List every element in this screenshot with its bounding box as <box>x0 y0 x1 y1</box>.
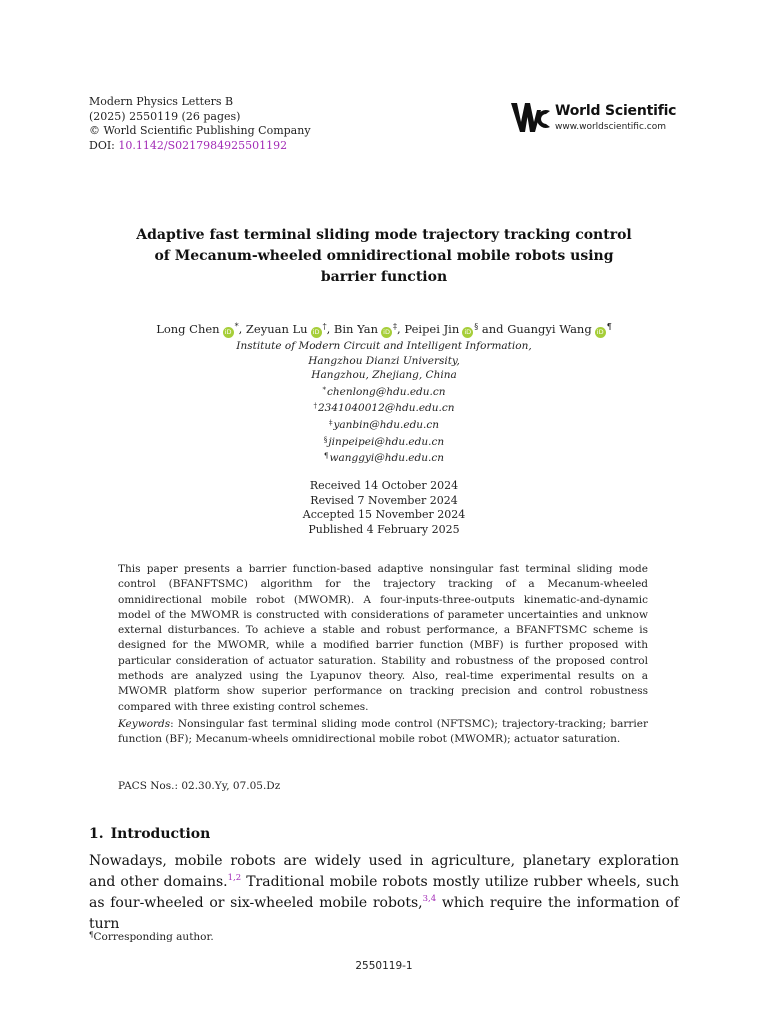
footnote <box>89 928 214 944</box>
revised-date: Revised 7 November 2024 <box>310 493 458 507</box>
citation-link[interactable]: 1,2 <box>227 873 242 883</box>
author-name: Guangyi Wang <box>507 322 592 336</box>
email-address[interactable]: 2341040012@hdu.edu.cn <box>317 402 455 415</box>
title-line: Adaptive fast terminal sliding mode trajectory tracking control <box>136 227 632 243</box>
citation-link[interactable]: 3,4 <box>422 894 437 904</box>
keywords-text: : Nonsingular fast terminal sliding mode control (NFTSMC); trajectory-tracking; barrier function (BF); Mecanum-wheels omnidirectional mobile robot (MWOMR); actuator saturation. <box>118 718 648 746</box>
orcid-icon[interactable]: iD <box>311 327 322 338</box>
journal-issue: (2025) 2550119 (26 pages) <box>89 109 241 123</box>
intro-text: which require the information of turn <box>89 895 679 932</box>
email-address[interactable]: chenlong@hdu.edu.cn <box>326 385 446 398</box>
accepted-date: Accepted 15 November 2024 <box>302 508 466 522</box>
intro-text: Traditional mobile robots mostly utilize rubber wheels, such as four-wheeled or six-wheeled mobile robots, <box>89 874 679 911</box>
section-heading <box>89 825 210 843</box>
email-mark: ¶ <box>324 452 329 461</box>
history-dates <box>234 479 534 537</box>
journal-info <box>89 95 311 153</box>
author-name: Peipei Jin <box>404 322 460 336</box>
orcid-icon[interactable]: iD <box>462 327 473 338</box>
orcid-icon[interactable]: iD <box>223 327 234 338</box>
section-number: 1. <box>89 826 104 842</box>
author-list <box>60 319 708 338</box>
author-name: Zeyuan Lu <box>245 322 308 336</box>
email-line <box>140 433 628 450</box>
author-separator: , <box>238 322 246 336</box>
doi-line <box>89 139 311 154</box>
affiliation-block <box>140 339 628 466</box>
email-mark: ‡ <box>328 418 333 427</box>
footnote-text: Corresponding author. <box>93 931 214 943</box>
published-date: Published 4 February 2025 <box>308 522 460 536</box>
email-line <box>140 416 628 433</box>
author-name: Bin Yan <box>333 322 379 336</box>
email-mark: † <box>313 402 317 411</box>
orcid-icon[interactable]: iD <box>381 327 392 338</box>
author-mark: ¶ <box>606 322 612 331</box>
copyright-line: © World Scientific Publishing Company <box>89 124 311 137</box>
email-address[interactable]: yanbin@hdu.edu.cn <box>333 418 440 431</box>
intro-text: Nowadays, mobile robots are widely used in agriculture, planetary exploration and other domains. <box>89 853 679 890</box>
affiliation-line: Institute of Modern Circuit and Intelligent Information, <box>236 340 532 352</box>
pacs-numbers: PACS Nos.: 02.30.Yy, 07.05.Dz <box>118 780 281 792</box>
author-mark: * <box>234 322 239 331</box>
page-number: 2550119-1 <box>355 960 413 972</box>
email-address[interactable]: wanggyi@hdu.edu.cn <box>329 452 444 465</box>
author-separator: , <box>326 322 334 336</box>
doi-link[interactable]: 10.1142/S0217984925501192 <box>118 138 288 152</box>
abstract: This paper presents a barrier function-based adaptive nonsingular fast terminal sliding mode control (BFANFTSMC) algorithm for the trajectory tracking of a Mecanum-wheeled omnidirectional mobile robot (MWOMR). A four-inputs-three-outputs kinematic-and-dynamic model of the MWOMR is constructed with considerations of parameter uncertainties and unknow external disturbances. To achieve a stable and robust performance, a BFANFTSMC scheme is designed for the MWOMR, while a modified barrier function (MBF) is further proposed with particular consideration of actuator saturation. Stability and robustness of the proposed control methods are analyzed using the Lyapunov theory. Also, real-time experimental results on a MWOMR platform show superior performance on tracking precision and control robustness compared with three existing control schemes. <box>118 563 648 713</box>
title-line: of Mecanum-wheeled omnidirectional mobile robots using <box>154 248 614 264</box>
keywords-label: Keywords <box>118 718 171 730</box>
author-separator: , <box>397 322 405 336</box>
title-line: barrier function <box>320 269 448 285</box>
affiliation-line: Hangzhou Dianzi University, <box>308 354 460 367</box>
world-scientific-logo-icon <box>511 100 551 134</box>
received-date: Received 14 October 2024 <box>309 479 459 492</box>
affiliation-line: Hangzhou, Zhejiang, China <box>311 369 457 382</box>
author-mark: § <box>474 322 479 331</box>
journal-name: Modern Physics Letters B <box>89 95 234 108</box>
email-line <box>140 449 628 466</box>
section-title: Introduction <box>110 826 211 842</box>
author-name: Long Chen <box>156 322 220 336</box>
publisher-url[interactable]: www.worldscientific.com <box>555 122 667 132</box>
author-mark: † <box>322 322 327 331</box>
publisher-name: World Scientific <box>555 103 677 119</box>
email-line <box>140 399 628 416</box>
author-mark: ‡ <box>393 322 398 331</box>
intro-paragraph <box>89 851 679 935</box>
orcid-icon[interactable]: iD <box>595 327 606 338</box>
footnote-mark: ¶ <box>89 931 94 939</box>
email-mark: * <box>322 385 326 394</box>
doi-label: DOI: <box>89 138 119 152</box>
keywords <box>118 717 648 748</box>
email-line <box>140 383 628 400</box>
email-mark: § <box>323 435 328 444</box>
email-address[interactable]: jinpeipei@hdu.edu.cn <box>328 435 445 448</box>
publisher-logo <box>511 100 701 134</box>
paper-title <box>100 225 668 288</box>
author-separator: and <box>478 322 508 336</box>
